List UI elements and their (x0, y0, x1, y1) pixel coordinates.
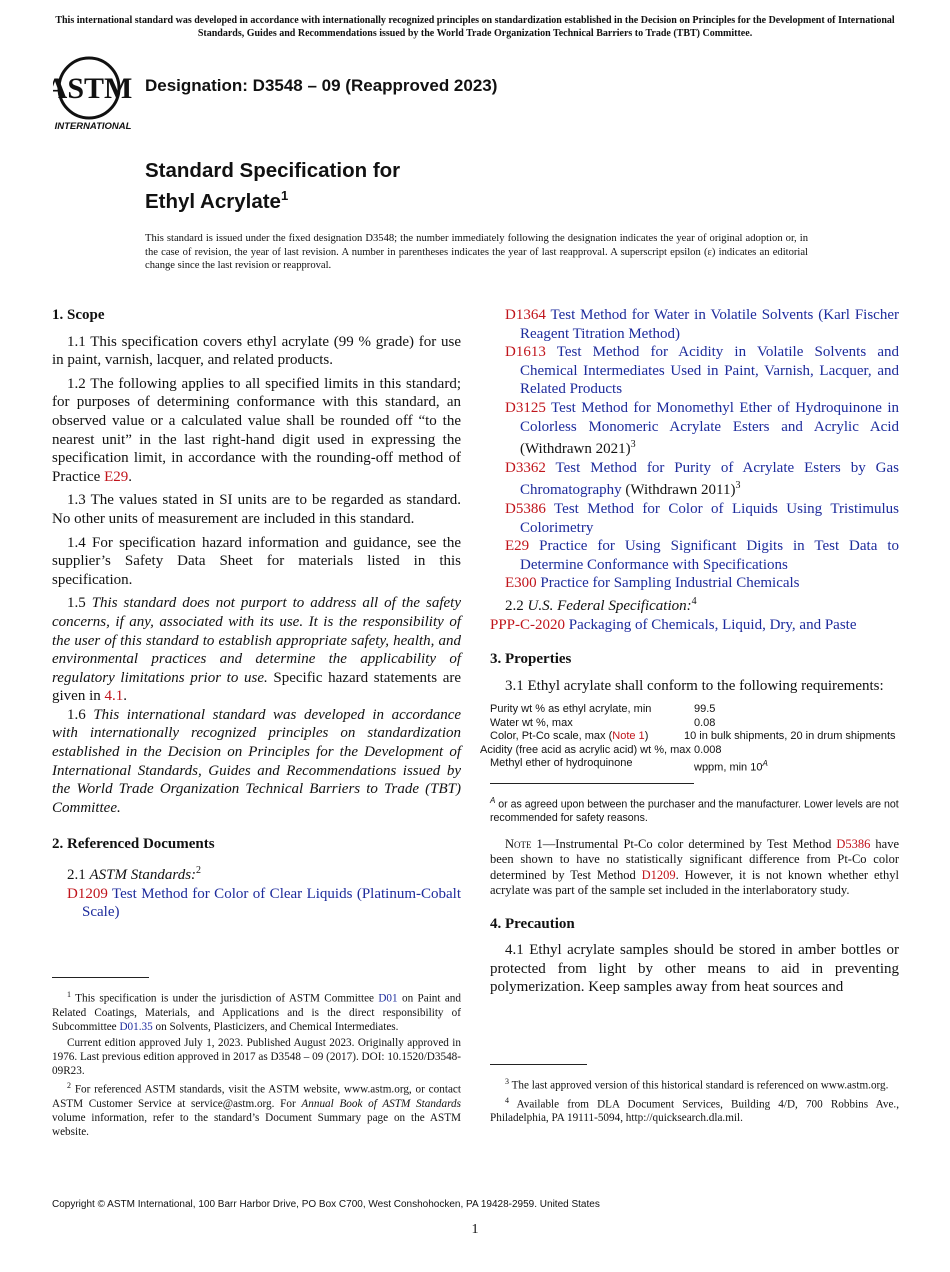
copyright: Copyright © ASTM International, 100 Barr Harbor Drive, PO Box C700, West Conshohocken, PA 19428-2959. United States (52, 1199, 600, 1210)
para-1-6: 1.6 This international standard was developed in accordance with internationally recognized principles on standardization established in the Decision on Principles for the Development of International Standards, Guides and Recommendations issued by the World Trade Organization Technical Barriers to Trade (TBT) Committee. (52, 706, 462, 816)
title-line-1: Standard Specification for (145, 159, 401, 182)
ref-d1613[interactable]: D1613 Test Method for Acidity in Volatile Solvents and Chemical Intermediates Used in Paint, Varnish, Lacquer, and Related Products (505, 344, 899, 398)
ref-d1364[interactable]: D1364 Test Method for Water in Volatile Solvents (Karl Fischer Reagent Titration Method) (505, 307, 899, 342)
prop-value: 10 in bulk shipments, 20 in drum shipments (684, 730, 896, 743)
para-2-1: 2.1 ASTM Standards:$^2$ (67, 865, 202, 884)
title-line-2: Ethyl Acrylate$^1$ (145, 188, 289, 213)
designation: Designation: D3548 – 09 (Reapproved 2023) (145, 76, 498, 95)
footnote-rule-right (490, 1064, 587, 1065)
section-3-heading: 3. Properties (490, 651, 572, 668)
table-row (490, 703, 899, 717)
ref-d3362[interactable]: D3362 Test Method for Purity of Acrylate Esters by Gas Chromatography (Withdrawn 2011)$^3$ (505, 459, 899, 499)
section-2-heading: 2. Referenced Documents (52, 836, 215, 853)
ref-e29[interactable]: E29 Practice for Using Significant Digits in Test Data to Determine Conformance with Specifications (505, 538, 899, 573)
footnote-2: $^2$ For referenced ASTM standards, visit the ASTM website, www.astm.org, or contact ASTM Customer Service at service@astm.org. For Annual Book of ASTM Standards volume information, refer to the standard’s Document Summary page on the ASTM website. (52, 1081, 461, 1138)
prop-label: Color, Pt-Co scale, max (Note 1) (490, 730, 649, 743)
link-d1209[interactable]: D1209 (641, 867, 676, 882)
ref-list (505, 306, 899, 593)
table-row (490, 757, 899, 775)
page-title (145, 158, 400, 214)
prop-value: wppm, $\min 10^A$ (694, 759, 768, 774)
preamble: This standard is issued under the fixed designation D3548; the number immediately following the designation indicates the year of original adoption or, in the case of revision, the year of last revision. A number in parentheses indicates the year of last reapproval. A superscript epsilon (ε) indicates an editorial change since the last revision or reapproval. (145, 233, 808, 271)
para-1-2: 1.2 The following applies to all specified limits in this standard; for purposes of determining conformance with this standard, an observed value or a calculated value shall be rounded off “to the nearest unit” in the last right-hand digit used in expressing the specification limit, in accordance with the rounding-off method of Practice E29. (52, 375, 461, 485)
prop-label: Methyl ether of hydroquinone (490, 757, 633, 770)
ref-e300[interactable]: E300 Practice for Sampling Industrial Chemicals (505, 575, 800, 592)
prop-label: Water wt %, max (490, 716, 573, 729)
para-1-1: 1.1 This specification covers ethyl acrylate (99 % grade) for use in paint, varnish, lacquer, and related products. (52, 333, 461, 369)
table-row (490, 744, 899, 758)
link-d01[interactable]: D01 (378, 992, 398, 1005)
para-1-5: 1.5 This standard does not purport to address all of the safety concerns, if any, associated with its use. It is the responsibility of the user of this standard to establish appropriate safety, health, and environmental practices and determine the applicability of regulatory limitations prior to use. Specific hazard statements are given in 4.1. (52, 595, 462, 705)
right-column (480, 306, 899, 1002)
top-notice: This international standard was developed in accordance with internationally recognized principles on standardization established in the Decision on Principles for the Development of International Standards, Guides and Recommendations issued by the World Trade Organization Technical Barriers to Trade (TBT) Committee. (55, 15, 895, 39)
footnote-4: $^4$ Available from DLA Document Services, Building 4/D, 700 Robbins Ave., Philadelphia, PA 19111-5094, http://quicksearch.dla.mil. (490, 1095, 899, 1125)
section-4-heading: 4. Precaution (490, 915, 575, 932)
footnotes-right (490, 1075, 899, 1126)
footnote-rule-left (52, 977, 149, 978)
para-2-2: 2.2 U.S. Federal Specification:$^4$ (505, 595, 697, 614)
prop-label: Acidity (free acid as acrylic acid) wt %, max (480, 743, 691, 756)
link-4-1[interactable]: 4.1 (104, 688, 124, 705)
ref-ppp-c-2020[interactable]: PPP-C-2020 Packaging of Chemicals, Liquid, Dry, and Paste (490, 616, 857, 633)
table-row (490, 717, 899, 731)
prop-value: 0.008 (694, 743, 722, 756)
prop-label: Purity wt % as ethyl acrylate, min (490, 703, 652, 716)
left-column (52, 306, 461, 922)
ref-d1209[interactable]: D1209 Test Method for Color of Clear Liquids (Platinum-Cobalt Scale) (67, 885, 461, 921)
section-1-heading: 1. Scope (52, 307, 105, 323)
prop-value: 99.5 (694, 703, 716, 716)
table-footnote: $^A$ or as agreed upon between the purchaser and the manufacturer. Lower levels are not recommended for safety reasons. (490, 796, 899, 825)
footnotes-left (52, 988, 461, 1140)
properties-table (480, 703, 899, 775)
footnote-1: $^1$ This specification is under the jurisdiction of ASTM Committee D01 on Paint and Related Coatings, Materials, and Applications and is the direct responsibility of Subcommittee D01.35 on Solvents, Plasticizers, and Chemical Intermediates. (52, 990, 461, 1033)
table-row (490, 730, 899, 744)
para-4-1: 4.1 Ethyl acrylate samples should be stored in amber bottles or protected from light by other means to aid in preventing polymerization. Keep samples away from heat sources and (490, 942, 899, 996)
para-1-4: 1.4 For specification hazard information and guidance, see the supplier’s Safety Data Sheet for materials listed in this specification. (52, 534, 461, 588)
link-d01-35[interactable]: D01.35 (119, 1020, 153, 1033)
para-3-1: 3.1 Ethyl acrylate shall conform to the following requirements: (505, 677, 884, 694)
table-footnote-rule (490, 783, 694, 784)
logo-letters: ASTM (53, 72, 133, 105)
astm-logo (53, 56, 135, 132)
ref-d3125[interactable]: D3125 Test Method for Monomethyl Ether of Hydroquinone in Colorless Monomeric Acrylate Esters and Acrylic Acid (Withdrawn 2021)$^3$ (505, 399, 899, 458)
link-e29[interactable]: E29 (104, 468, 129, 485)
ref-d5386[interactable]: D5386 Test Method for Color of Liquids Using Tristimulus Colorimetry (505, 500, 899, 536)
footnote-edition: Current edition approved July 1, 2023. Published August 2023. Originally approved in 1976. Last previous edition approved in 2017 as D3548 – 09 (2017). DOI: 10.1520/D3548-09R23. (52, 1037, 461, 1078)
prop-value: 0.08 (694, 716, 716, 729)
link-d5386[interactable]: D5386 (836, 836, 871, 851)
link-note-1[interactable]: Note 1 (612, 730, 645, 743)
note-1: Note 1—Instrumental Pt-Co color determined by Test Method D5386 have been shown to have no statistically significant difference from Pt-Co color determined by Test Method D1209. However, it is not known whether ethyl acrylate was part of the sample set included in the interlaboratory study. (490, 836, 899, 898)
page-number: 1 (471, 1222, 479, 1237)
logo-text: INTERNATIONAL (54, 121, 132, 132)
para-1-3: 1.3 The values stated in SI units are to be regarded as standard. No other units of measurement are included in this standard. (52, 492, 461, 527)
footnote-3: $^3$ The last approved version of this historical standard is referenced on www.astm.org. (505, 1077, 889, 1092)
